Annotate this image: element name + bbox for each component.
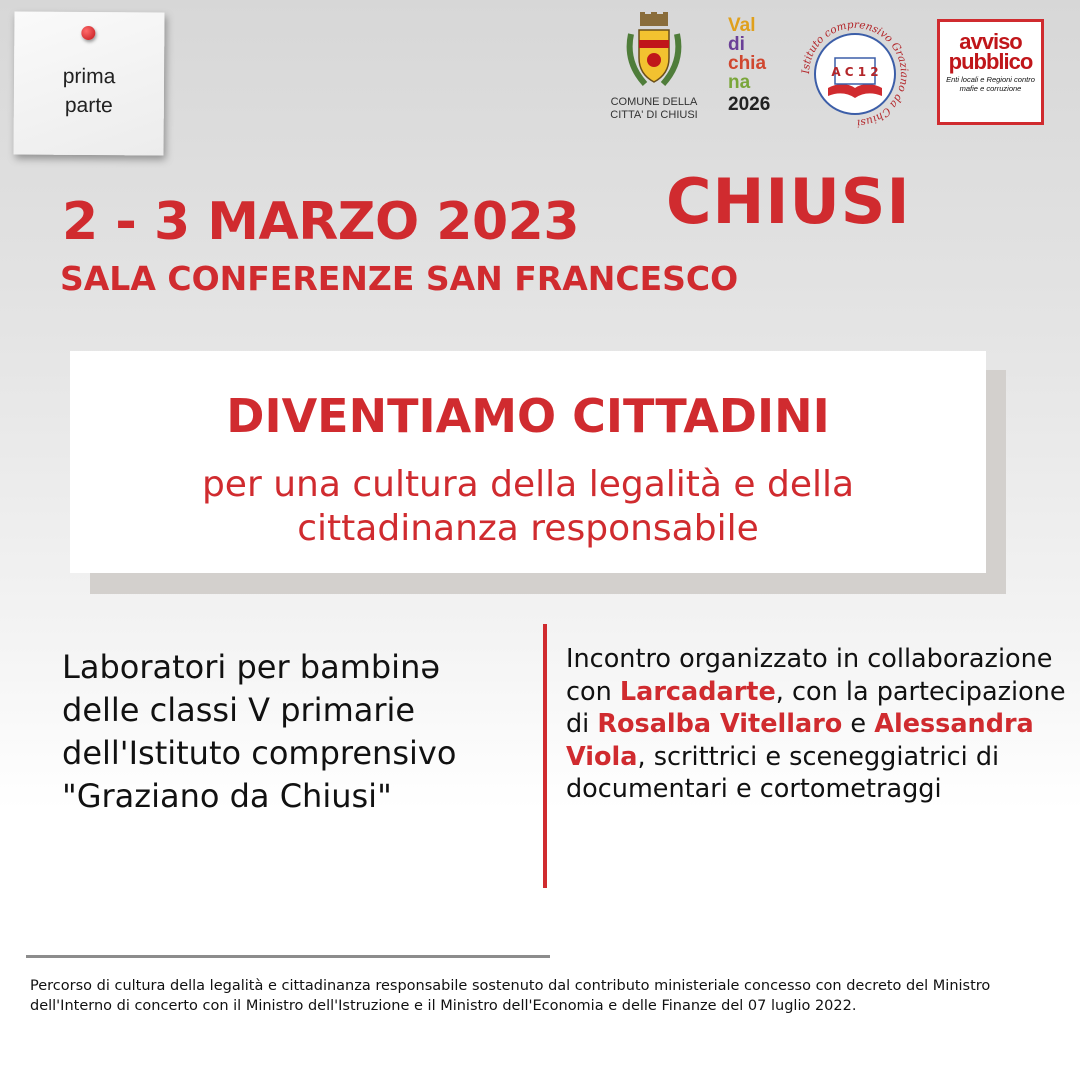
istituto-comprensivo-logo <box>798 18 912 130</box>
sticky-note <box>14 11 165 155</box>
event-subtitle <box>70 463 986 551</box>
val-line-2: di <box>728 34 745 55</box>
organizer-text-3: e <box>842 709 875 739</box>
guest-name-2: Alessandra Viola <box>566 709 1034 772</box>
val-line-3: chia <box>728 53 767 74</box>
workshop-description <box>62 646 532 818</box>
comune-line-2: CITTA' DI CHIUSI <box>610 109 698 121</box>
coat-of-arms-icon <box>623 12 685 92</box>
title-card <box>70 351 986 573</box>
val-line-4: na <box>728 72 751 93</box>
subtitle-line-1: per una cultura della legalità e della <box>201 464 855 505</box>
valdichiana-2026-logo <box>728 16 788 128</box>
comune-chiusi-logo <box>600 12 708 132</box>
organizer-text-1: Incontro organizzato in collaborazione con <box>566 644 1053 707</box>
organizer-text-2: , con la partecipazione di <box>566 676 1066 739</box>
workshop-line-3: dell'Istituto comprensivo <box>62 734 457 772</box>
note-text <box>14 61 164 120</box>
comune-line-1: COMUNE DELLA <box>610 96 698 108</box>
school-emblem-icon <box>798 18 912 130</box>
val-line-1: Val <box>728 15 756 36</box>
val-year: 2026 <box>728 94 771 115</box>
avviso-line-2: pubblico <box>948 49 1033 74</box>
istituto-ring-text: Istituto comprensivo Graziano da Chiusi <box>799 18 911 129</box>
avviso-tagline: Enti locali e Regioni contro mafie e corruzione <box>946 75 1035 93</box>
note-line-2: parte <box>64 93 113 118</box>
organizer-name: Larcadarte <box>619 676 776 707</box>
organizer-text-4: , scrittrici e sceneggiatrici di documentari e cortometraggi <box>566 741 1000 804</box>
footer-divider <box>26 955 550 958</box>
note-line-1: prima <box>62 64 116 89</box>
workshop-line-1: Laboratori per bambinə <box>62 648 441 686</box>
event-date: 2 - 3 MARZO 2023 <box>62 192 580 252</box>
event-venue: SALA CONFERENZE SAN FRANCESCO <box>60 259 739 298</box>
footer-note: Percorso di cultura della legalità e cittadinanza responsabile sostenuto dal contributo ministeriale concesso con decreto del Ministro dell'Interno di concerto con il Ministro dell'Istruzione e il Ministro dell'Economia e delle Finanze del 07 luglio 2022. <box>30 978 991 1014</box>
workshop-line-4: "Graziano da Chiusi" <box>62 777 392 815</box>
organizer-description <box>566 643 1066 806</box>
workshop-line-2: delle classi V primarie <box>62 691 416 729</box>
guest-name-1: Rosalba Vitellaro <box>597 709 843 739</box>
column-divider <box>543 624 547 888</box>
avviso-pubblico-logo <box>937 19 1044 125</box>
subtitle-line-2: cittadinanza responsabile <box>297 508 759 549</box>
event-title: DIVENTIAMO CITTADINI <box>226 389 830 443</box>
pushpin-icon <box>81 26 95 40</box>
event-city: CHIUSI <box>666 165 911 238</box>
avviso-line-1: avviso <box>959 29 1022 54</box>
istituto-badge-text: A C 1 2 <box>831 65 879 79</box>
